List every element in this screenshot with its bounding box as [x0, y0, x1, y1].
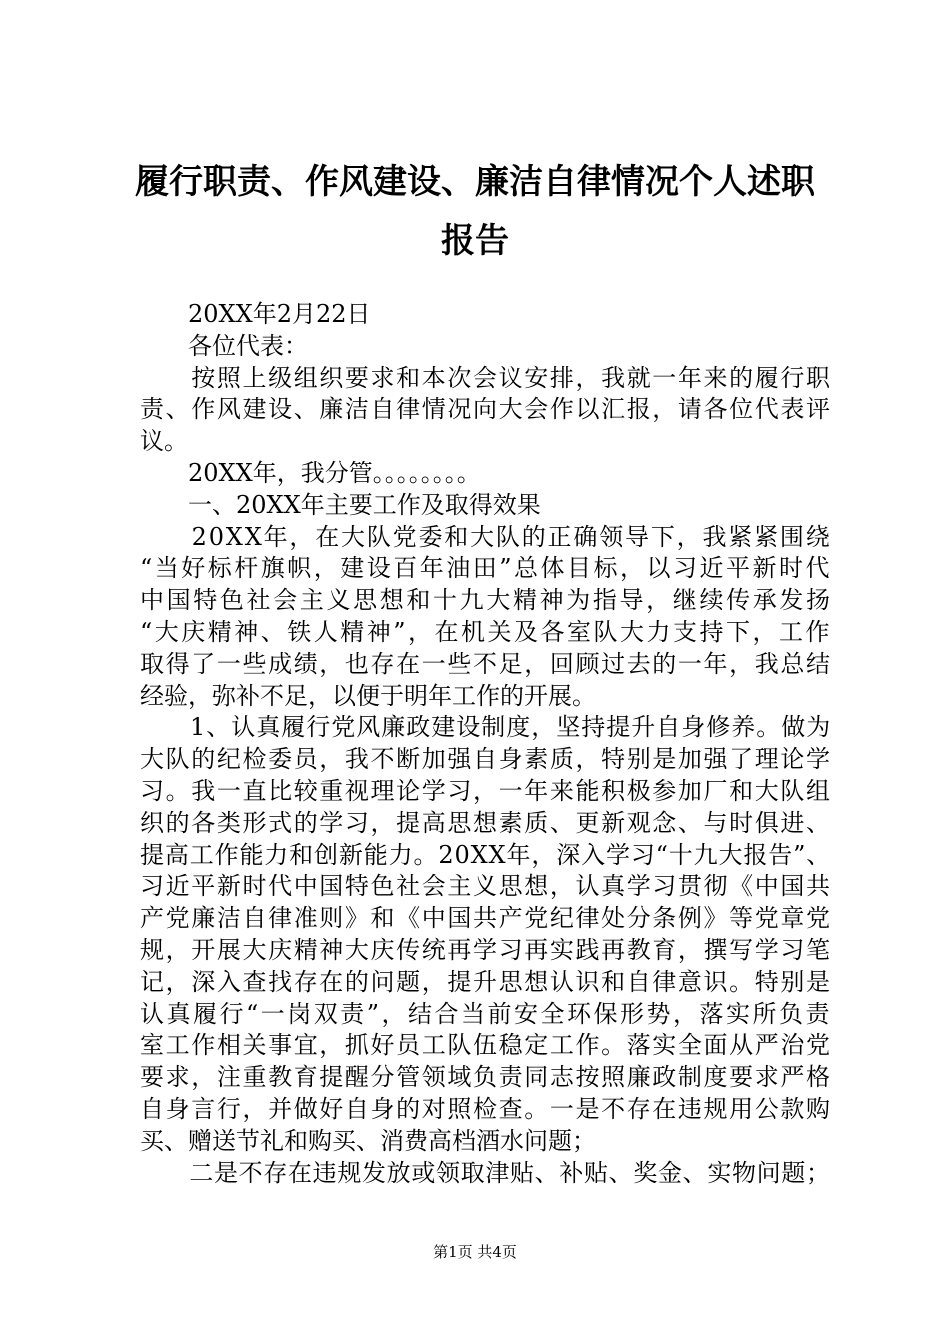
body-text-line: 各位代表：	[140, 331, 308, 360]
body-text-line: 20XX年，在大队党委和大队的正确领导下，我紧紧围绕	[140, 522, 832, 551]
body-text-line: 责、作风建设、廉洁自律情况向大会作以汇报，请各位代表评	[140, 395, 832, 424]
body-text-line: 按照上级组织要求和本次会议安排，我就一年来的履行职	[140, 363, 832, 392]
body-text-line: 二是不存在违规发放或领取津贴、补贴、奖金、实物问题；	[140, 1158, 831, 1187]
body-text-line: 室工作相关事宜，抓好员工队伍稳定工作。落实全面从严治党	[140, 1031, 832, 1060]
body-text-line: 经验，弥补不足，以便于明年工作的开展。	[140, 681, 596, 710]
document-title-line-1: 履行职责、作风建设、廉洁自律情况个人述职	[135, 162, 815, 202]
body-text-line: 习。我一直比较重视理论学习，一年来能积极参加厂和大队组	[140, 777, 832, 805]
body-text-line: 20XX年，我分管。。。。。。。。	[140, 459, 481, 487]
body-text-line: 取得了一些成绩，也存在一些不足，回顾过去的一年，我总结	[140, 649, 832, 678]
body-text-line: 产党廉洁自律准则》和《中国共产党纪律处分条例》等党章党	[140, 904, 832, 933]
body-text-line: 大队的纪检委员，我不断加强自身素质，特别是加强了理论学	[140, 745, 832, 774]
body-text-line: 织的各类形式的学习，提高思想素质、更新观念、与时俱进、	[140, 808, 832, 837]
body-text-line: 自身言行，并做好自身的对照检查。一是不存在违规用公款购	[140, 1095, 832, 1123]
body-text-line: 记，深入查找存在的问题，提升思想认识和自律意识。特别是	[140, 967, 832, 996]
body-text-line: 中国特色社会主义思想和十九大精神为指导，继续传承发扬	[140, 586, 833, 615]
body-text-line: 认真履行“一岗双责”，结合当前安全环保形势，落实所负责	[140, 999, 833, 1028]
body-text-line: “大庆精神、铁人精神”，在机关及各室队大力支持下，工作	[140, 618, 833, 646]
body-text-line: 20XX年2月22日	[140, 300, 371, 328]
body-text-line: “当好标杆旗帜，建设百年油田”总体目标，以习近平新时代	[140, 554, 833, 583]
body-text-line: 1、认真履行党风廉政建设制度，坚持提升自身修养。做为	[140, 713, 832, 742]
body-text-line: 一、20XX年主要工作及取得效果	[140, 490, 541, 519]
body-text-line: 买、赠送节礼和购买、消费高档酒水问题；	[140, 1126, 596, 1155]
body-text-line: 议。	[140, 427, 188, 456]
body-text-line: 要求，注重教育提醒分管领域负责同志按照廉政制度要求严格	[140, 1063, 832, 1092]
body-text-line: 习近平新时代中国特色社会主义思想，认真学习贯彻《中国共	[140, 872, 832, 901]
body-text-line: 提高工作能力和创新能力。20XX年，深入学习“十九大报告”、	[140, 840, 832, 869]
body-text-line: 规，开展大庆精神大庆传统再学习再实践再教育，撰写学习笔	[140, 936, 832, 964]
document-title-line-2: 报告	[441, 221, 509, 261]
page-footer: 第1页 共4页	[433, 1243, 517, 1261]
